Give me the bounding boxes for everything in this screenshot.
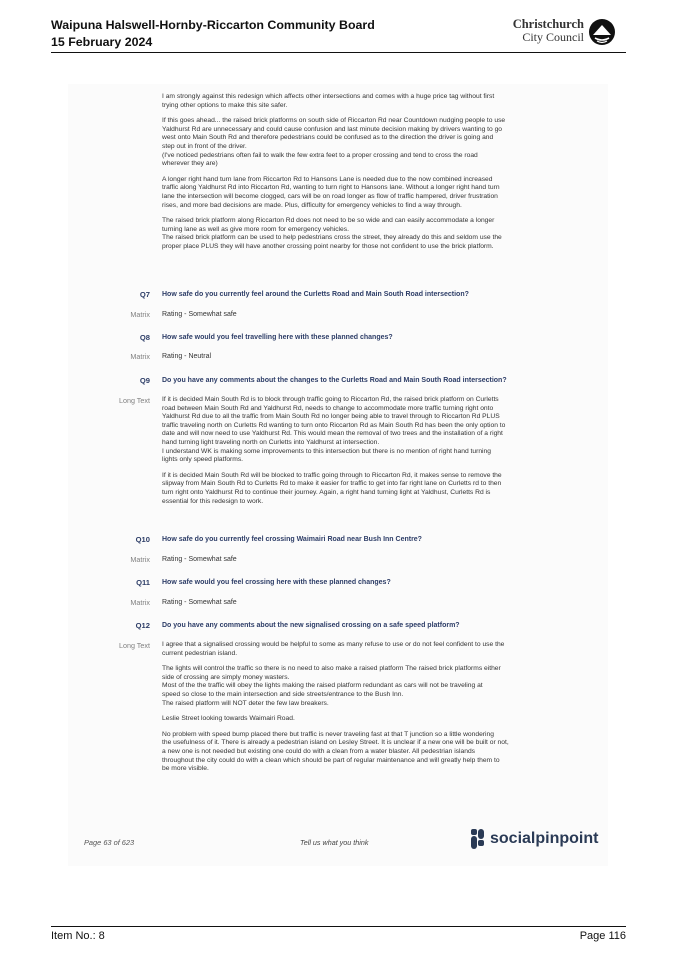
answer-paragraph: The raised brick platform along Riccarton Rd does not need to be so wide and can easily accommodate a longer turning lane as well as give more room for emergency vehicles. The raised brick platform can be used to help pedestrians cross the street, they already do this and seldom use the proper place PLUS they will have another crossing point nearby for those not confident to use the brick platform. bbox=[162, 217, 502, 250]
question-text: How safe would you feel crossing here with these planned changes? bbox=[162, 579, 391, 586]
answer-text: Rating - Somewhat safe bbox=[162, 311, 237, 318]
logo-line2: City Council bbox=[522, 30, 584, 44]
answer-text: Rating - Somewhat safe bbox=[162, 599, 237, 606]
document-footer bbox=[51, 926, 626, 946]
question-text: Do you have any comments about the new signalised crossing on a safe speed platform? bbox=[162, 622, 460, 629]
question-type: Matrix bbox=[130, 555, 150, 564]
socialpinpoint-wordmark: socialpinpoint bbox=[490, 830, 599, 847]
question-type: Long Text bbox=[118, 641, 150, 650]
report-tagline: Tell us what you think bbox=[300, 838, 369, 847]
answer-paragraph: A longer right hand turn lane from Riccarton Rd to Hansons Lane is needed due to the now combined increased traffic along Yaldhurst Rd into Riccarton Rd, wanting to turn right to Hansons lane. Without a longer right hand turn lane the intersection will become clogged, cars will be on road longer as flow of traffic hampered, driver frustration rises, and more bad decisions are made. Plus, difficulty for emergency vehicles to find a way through. bbox=[162, 175, 500, 209]
question-type: Matrix bbox=[130, 598, 150, 607]
question-text: How safe do you currently feel crossing Waimairi Road near Bush Inn Centre? bbox=[162, 536, 422, 543]
answer-paragraph: Leslie Street looking towards Waimairi Road. bbox=[162, 715, 295, 723]
question-number: Q9 bbox=[139, 376, 150, 385]
long-text-answer bbox=[162, 396, 594, 506]
meeting-date: 15 February 2024 bbox=[51, 35, 153, 49]
socialpinpoint-logo bbox=[470, 828, 600, 850]
report-page-number: Page 63 of 623 bbox=[84, 838, 135, 847]
question-type: Matrix bbox=[130, 352, 150, 361]
socialpinpoint-icon bbox=[470, 828, 486, 850]
long-text-answer bbox=[162, 641, 594, 774]
intro-answer bbox=[162, 93, 594, 252]
answer-paragraph: The lights will control the traffic so there is no need to also make a raised platform The raised brick platforms either side of crossing are simply money wasters. Most of the the traffic will obey the lights making the raised platform redundant as cars will not be traveling at speed so close to the main intersection and side streets/entrance to the Bush Inn. The raised platform will NOT deter the few law breakers. bbox=[162, 665, 501, 707]
answer-text: Rating - Somewhat safe bbox=[162, 556, 237, 563]
question-number: Q11 bbox=[136, 578, 150, 587]
answer-paragraph: No problem with speed bump placed there but traffic is never traveling fast at that T junction so a little wondering the usefulness of it. There is already a pedestrian island on Lesley Street. It is unclear if a new one will be built or not, a new one is not needed but existing one could do with a clean from a water blaster. All pedestrian islands throughout the city could do with a clean which should be part of regular maintenance and will greatly help them to be more visible. bbox=[162, 730, 509, 773]
question-text: Do you have any comments about the changes to the Curletts Road and Main South Road intersection? bbox=[162, 377, 507, 384]
question-text: How safe do you currently feel around the Curletts Road and Main South Road intersection? bbox=[162, 291, 469, 298]
answer-paragraph: If this goes ahead... the raised brick platforms on south side of Riccarton Rd near Countdown nudging people to use Yaldhurst Rd are unnecessary and could cause confusion and last minute decision making by drivers wanting to go west onto Main South Rd and therefore pedestrians could be confused as to the direction the driver is going and step out in front of the driver. (I've noticed pedestrians often fail to walk the few extra feet to a proper crossing and tend to cross the road wherever they are) bbox=[162, 117, 506, 168]
question-number: Q12 bbox=[135, 621, 150, 630]
question-number: Q8 bbox=[139, 333, 150, 342]
council-emblem-icon bbox=[588, 18, 616, 46]
document-header bbox=[51, 15, 626, 53]
answer-paragraph: I agree that a signalised crossing would be helpful to some as many refuse to use or do not feel confident to use the current pedestrian island. bbox=[162, 641, 505, 657]
answer-paragraph: If it is decided Main South Rd is to block through traffic going to Riccarton Rd, the raised brick platform on Curletts road between Main South Rd and Yaldhurst Rd, needs to change to accommodate more traffic turning right onto Yaldhurst Rd due to all the traffic from Main South Rd no longer being able to travel through to Riccarton Rd PLUS traffic traveling north on Curletts Rd wanting to turn onto Riccarton Rd as Main South Rd has been the only option to date and will now need to use Yaldhurst Rd. This would mean the removal of two trees and the installation of a right hand turning light traveling north on Curletts into Yaldhurst at intersection. I understand WK is making some improvements to this intersection but there is no mention of right hand turning lights only speed platforms. bbox=[162, 396, 506, 464]
agenda-page-number: Page 116 bbox=[579, 930, 626, 942]
answer-paragraph: I am strongly against this redesign which affects other intersections and comes with a huge price tag without first trying other options to make this site safer. bbox=[162, 93, 495, 109]
question-type: Matrix bbox=[130, 310, 150, 319]
question-type: Long Text bbox=[118, 396, 150, 405]
logo-line1: Christchurch bbox=[512, 17, 584, 31]
question-text: How safe would you feel travelling here with these planned changes? bbox=[162, 334, 393, 341]
council-logo bbox=[512, 17, 616, 49]
board-title: Waipuna Halswell-Hornby-Riccarton Community Board bbox=[51, 18, 375, 32]
answer-text: Rating - Neutral bbox=[162, 353, 212, 360]
answer-paragraph: If it is decided Main South Rd will be blocked to traffic going through to Riccarton Rd, it makes sense to remove the slipway from Main South Rd to Curletts Rd to make it easier for traffic to get into far right lane on Curletts rd to then turn right onto Yaldhurst Rd to continue their journey. Again, a right hand turning light at Yaldhust, Curletts Rd is essential for this redesign to work. bbox=[162, 471, 502, 505]
question-number: Q10 bbox=[135, 535, 150, 544]
item-number: Item No.: 8 bbox=[51, 930, 105, 942]
question-number: Q7 bbox=[139, 290, 150, 299]
